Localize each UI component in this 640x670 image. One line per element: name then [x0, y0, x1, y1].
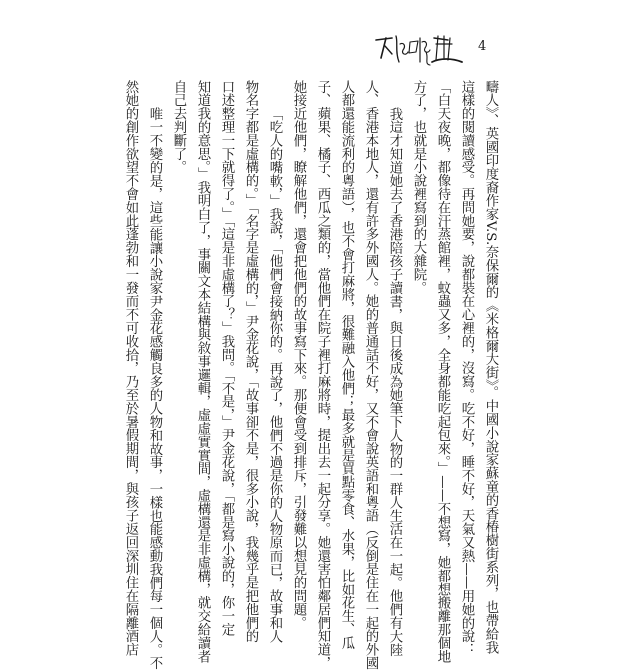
vertical-body-text	[123, 80, 502, 670]
text-column: 人、香港本地人，還有許多外國人。她的普通話不好，又不會說英語和粵語（反倒是住在一起的外國	[363, 80, 378, 670]
text-column: 「吃人的嘴軟，」我說，「他們會接納你的。再說了，他們不過是你的人物原而已，故事和人	[267, 106, 282, 643]
page-number: 4	[478, 39, 487, 54]
text-column: 人都還能流利的粵語），也不會打麻將，很難融入他們；最多就是買點零食、水果，比如花生、瓜	[339, 80, 354, 650]
text-column: 方了，也就是小說裡寫到的大雜院。	[411, 80, 426, 295]
text-column: 子、蘋果、橘子、西瓜之類的，當他們在院子裡打麻將時，提出去一起分享。她還害怕鄰居們知道，	[315, 80, 330, 670]
text-column: 然她的創作欲望不會如此蓬勃和一發而不可收拾，乃至於暑假期間，與孩子返回深圳住在隔離酒店	[123, 80, 138, 657]
text-column: 疇人》、英國印度裔作家V.S.奈保爾的《米格爾大街》。中國小說家蘇童的香椿樹街系列，也帶給我	[483, 80, 498, 654]
calligraphy-title-glyph	[374, 32, 464, 68]
text-column: 我這才知道她去了香港陪孩子讀書，與日後成為她筆下人物的一群人生活在一起。他們有大陸	[387, 106, 402, 657]
text-column: 這樣的閱讀感受。再問她要，說都裝在心裡的，沒寫。吃不好，睡不好，天氣又熱——用她的說：	[459, 80, 474, 657]
text-column: 「白天夜晚，都像待在汗蒸館裡，蚊蟲又多，全身都能吃起包來。」——不想寫，她都想搬離那個地	[435, 80, 450, 663]
text-column: 物名字都是虛構的。」「名字是虛構的，」尹金花說，「故事卻不是，很多小說，我幾乎是把他們的	[243, 80, 258, 643]
text-column: 知道我的意思。」我明白了，事關文本結構與敘事邏輯，虛虛實實間，虛構還是非虛構，就交給讀者	[195, 80, 210, 663]
text-column: 口述整理一下就得了。」「這是非虛構了？」我問。「不是，」尹金花說，「都是寫小說的，你一定	[219, 80, 234, 637]
text-column: 自己去判斷了。	[171, 80, 186, 174]
running-head-calligraphy	[374, 32, 464, 68]
text-column: 她接近他們，瞭解他們，還會把他們的故事寫下來。那便會受到排斥，引發難以想見的問題。	[291, 80, 306, 630]
text-column: 唯一不變的是，這些能讓小說家尹金花感觸良多的人物和故事，一樣也能感動我們每一個人。不	[147, 106, 162, 670]
